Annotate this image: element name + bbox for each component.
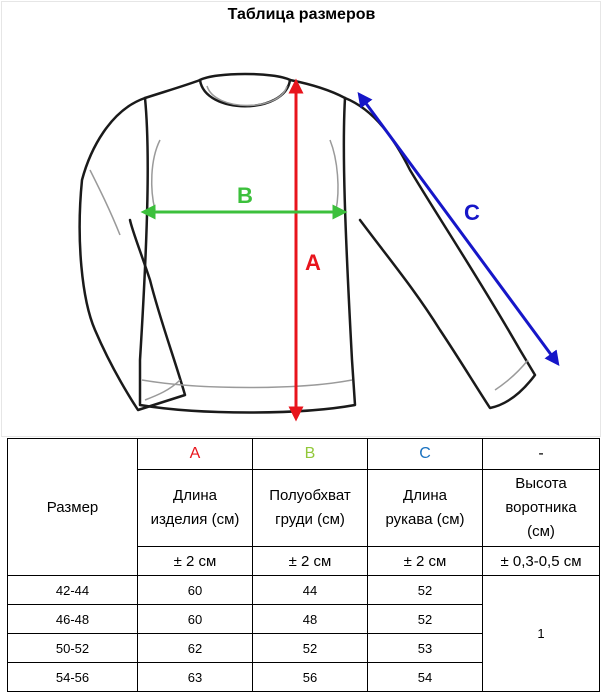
column-a-desc-line2: изделия (см) [150, 511, 240, 528]
size-table [7, 438, 600, 692]
column-collar-description [483, 470, 600, 547]
column-c-desc-line2: рукава (см) [385, 511, 465, 528]
row-c-value: 52 [368, 605, 483, 634]
column-a-desc-line1: Длина [173, 487, 217, 504]
sweater-diagram [0, 30, 603, 430]
sweater-outline [80, 74, 535, 413]
table-row [8, 576, 600, 605]
row-b-value: 56 [253, 663, 368, 692]
row-a-value: 63 [138, 663, 253, 692]
page-title: Таблица размеров [227, 6, 376, 23]
column-b-letter: B [253, 439, 368, 470]
column-collar-letter: - [483, 439, 600, 470]
column-c-description [368, 470, 483, 547]
label-b: B [237, 183, 253, 208]
column-c-letter: C [368, 439, 483, 470]
row-size: 42-44 [8, 576, 138, 605]
column-a-tolerance: ± 2 см [138, 547, 253, 576]
row-b-value: 48 [253, 605, 368, 634]
column-collar-desc-line3: (см) [527, 523, 555, 540]
row-c-value: 53 [368, 634, 483, 663]
column-collar-tolerance: ± 0,3-0,5 см [483, 547, 600, 576]
row-b-value: 52 [253, 634, 368, 663]
row-a-value: 60 [138, 605, 253, 634]
row-c-value: 52 [368, 576, 483, 605]
row-size: 46-48 [8, 605, 138, 634]
label-a: A [305, 250, 321, 275]
column-b-tolerance: ± 2 см [253, 547, 368, 576]
column-b-description [253, 470, 368, 547]
column-c-desc-line1: Длина [403, 487, 447, 504]
row-a-value: 60 [138, 576, 253, 605]
arrow-c [362, 98, 555, 360]
row-c-value: 54 [368, 663, 483, 692]
column-b-desc-line1: Полуобхват [269, 487, 351, 504]
column-a-letter: A [138, 439, 253, 470]
row-size: 50-52 [8, 634, 138, 663]
column-c-tolerance: ± 2 см [368, 547, 483, 576]
size-column-header: Размер [8, 439, 138, 576]
collar-height-value: 1 [483, 576, 600, 692]
row-size: 54-56 [8, 663, 138, 692]
row-b-value: 44 [253, 576, 368, 605]
column-collar-desc-line1: Высота [515, 475, 567, 492]
sweater-details [90, 86, 528, 400]
column-collar-desc-line2: воротника [505, 499, 577, 516]
column-b-desc-line2: груди (см) [275, 511, 345, 528]
column-a-description [138, 470, 253, 547]
row-a-value: 62 [138, 634, 253, 663]
label-c: C [464, 200, 480, 225]
